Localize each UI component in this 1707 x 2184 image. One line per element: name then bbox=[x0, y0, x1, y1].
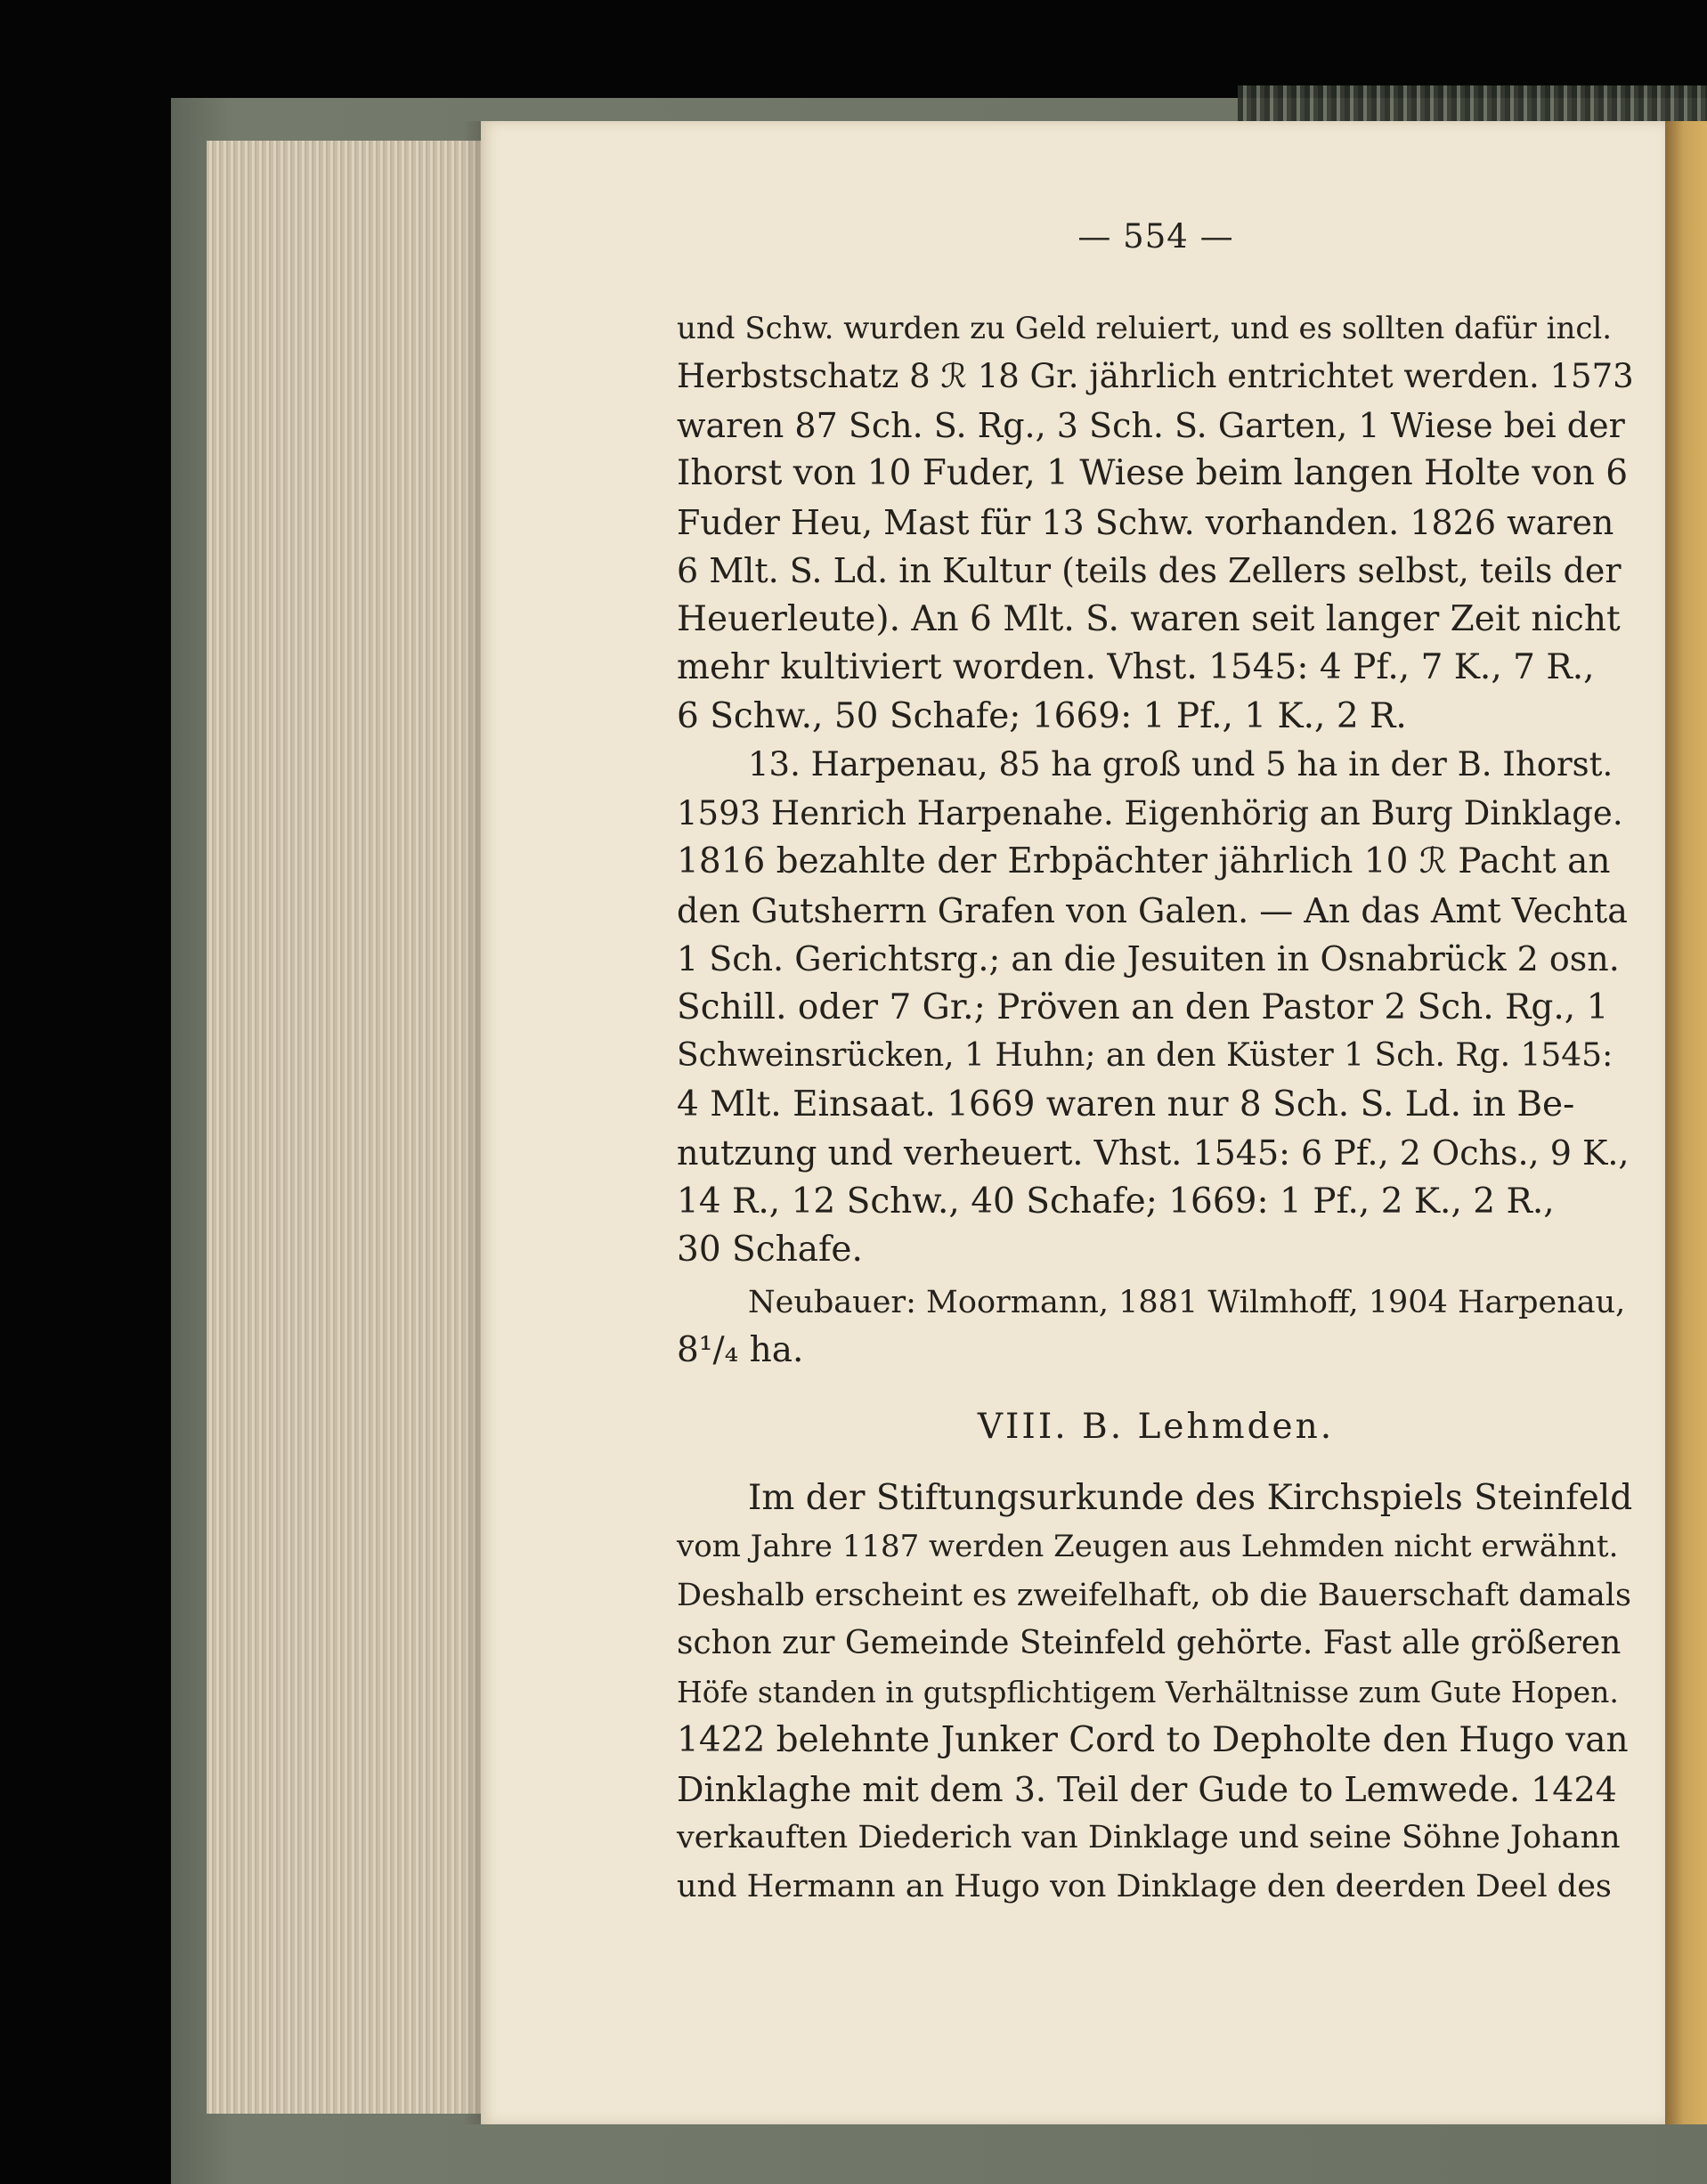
text-line: Schweinsrücken, 1 Huhn; an den Küster 1 Sch. Rg. 1545: bbox=[677, 1037, 1614, 1074]
text-line: 14 R., 12 Schw., 40 Schafe; 1669: 1 Pf., 2 K., 2 R., bbox=[677, 1181, 1555, 1222]
text-line: 1 Sch. Gerichtsrg.; an die Jesuiten in Osnabrück 2 osn. bbox=[677, 939, 1620, 978]
facing-page-edge bbox=[1665, 121, 1707, 2124]
text-line: Heuerleute). An 6 Mlt. S. waren seit langer Zeit nicht bbox=[677, 599, 1621, 639]
text-line: und Hermann an Hugo von Dinklage den deerden Deel des bbox=[677, 1869, 1612, 1904]
text-line: verkauften Diederich van Dinklage und seine Söhne Johann bbox=[677, 1820, 1621, 1855]
page-text-block bbox=[677, 219, 1635, 1928]
text-line: 4 Mlt. Einsaat. 1669 waren nur 8 Sch. S. Ld. in Be- bbox=[677, 1084, 1575, 1124]
text-line: 30 Schafe. bbox=[677, 1230, 863, 1270]
text-line: Ihorst von 10 Fuder, 1 Wiese beim langen Holte von 6 bbox=[677, 453, 1629, 493]
section-heading: VIII. B. Lehmden. bbox=[977, 1407, 1335, 1447]
text-line: 6 Mlt. S. Ld. in Kultur (teils des Zellers selbst, teils der bbox=[677, 551, 1622, 590]
text-line: nutzung und verheuert. Vhst. 1545: 6 Pf., 2 Ochs., 9 K., bbox=[677, 1133, 1630, 1173]
text-line: schon zur Gemeinde Steinfeld gehörte. Fast alle größeren bbox=[677, 1625, 1622, 1661]
text-line: Herbstschatz 8 ℛ 18 Gr. jährlich entrichtet werden. 1573 bbox=[677, 357, 1634, 395]
text-line: 13. Harpenau, 85 ha groß und 5 ha in der B. Ihorst. bbox=[748, 745, 1614, 783]
text-line: Schill. oder 7 Gr.; Pröven an den Pastor 2 Sch. Rg., 1 bbox=[677, 987, 1609, 1027]
text-line: Deshalb erscheint es zweifelhaft, ob die Bauerschaft damals bbox=[677, 1578, 1631, 1613]
text-line: 1816 bezahlte der Erbpächter jährlich 10 ℛ Pacht an bbox=[677, 841, 1611, 881]
text-line: waren 87 Sch. S. Rg., 3 Sch. S. Garten, 1 Wiese bei der bbox=[677, 406, 1625, 445]
text-line: mehr kultiviert worden. Vhst. 1545: 4 Pf., 7 K., 7 R., bbox=[677, 647, 1595, 687]
text-line: 6 Schw., 50 Schafe; 1669: 1 Pf., 1 K., 2 R. bbox=[677, 696, 1407, 736]
page-number: — 554 — bbox=[1077, 217, 1234, 256]
text-line: Fuder Heu, Mast für 13 Schw. vorhanden. 1826 waren bbox=[677, 503, 1614, 542]
text-line: vom Jahre 1187 werden Zeugen aus Lehmden nicht erwähnt. bbox=[677, 1529, 1619, 1564]
page-edges-stack bbox=[207, 141, 483, 2114]
text-line: Neubauer: Moormann, 1881 Wilmhoff, 1904 Harpenau, bbox=[748, 1285, 1626, 1320]
text-line: den Gutsherrn Grafen von Galen. — An das Amt Vechta bbox=[677, 891, 1628, 930]
text-line: und Schw. wurden zu Geld reluiert, und es sollten dafür incl. bbox=[677, 311, 1613, 346]
text-line: Höfe standen in gutspflichtigem Verhältnisse zum Gute Hopen. bbox=[677, 1675, 1619, 1709]
text-line: Im der Stiftungsurkunde des Kirchspiels Steinfeld bbox=[748, 1478, 1633, 1518]
text-line: 1422 belehnte Junker Cord to Depholte den Hugo van bbox=[677, 1720, 1629, 1760]
text-line: 8¹/₄ ha. bbox=[677, 1330, 804, 1370]
text-line: 1593 Henrich Harpenahe. Eigenhörig an Burg Dinklage. bbox=[677, 794, 1623, 832]
cover-spine-edge bbox=[1238, 85, 1707, 121]
text-line: Dinklaghe mit dem 3. Teil der Gude to Lemwede. 1424 bbox=[677, 1770, 1617, 1809]
